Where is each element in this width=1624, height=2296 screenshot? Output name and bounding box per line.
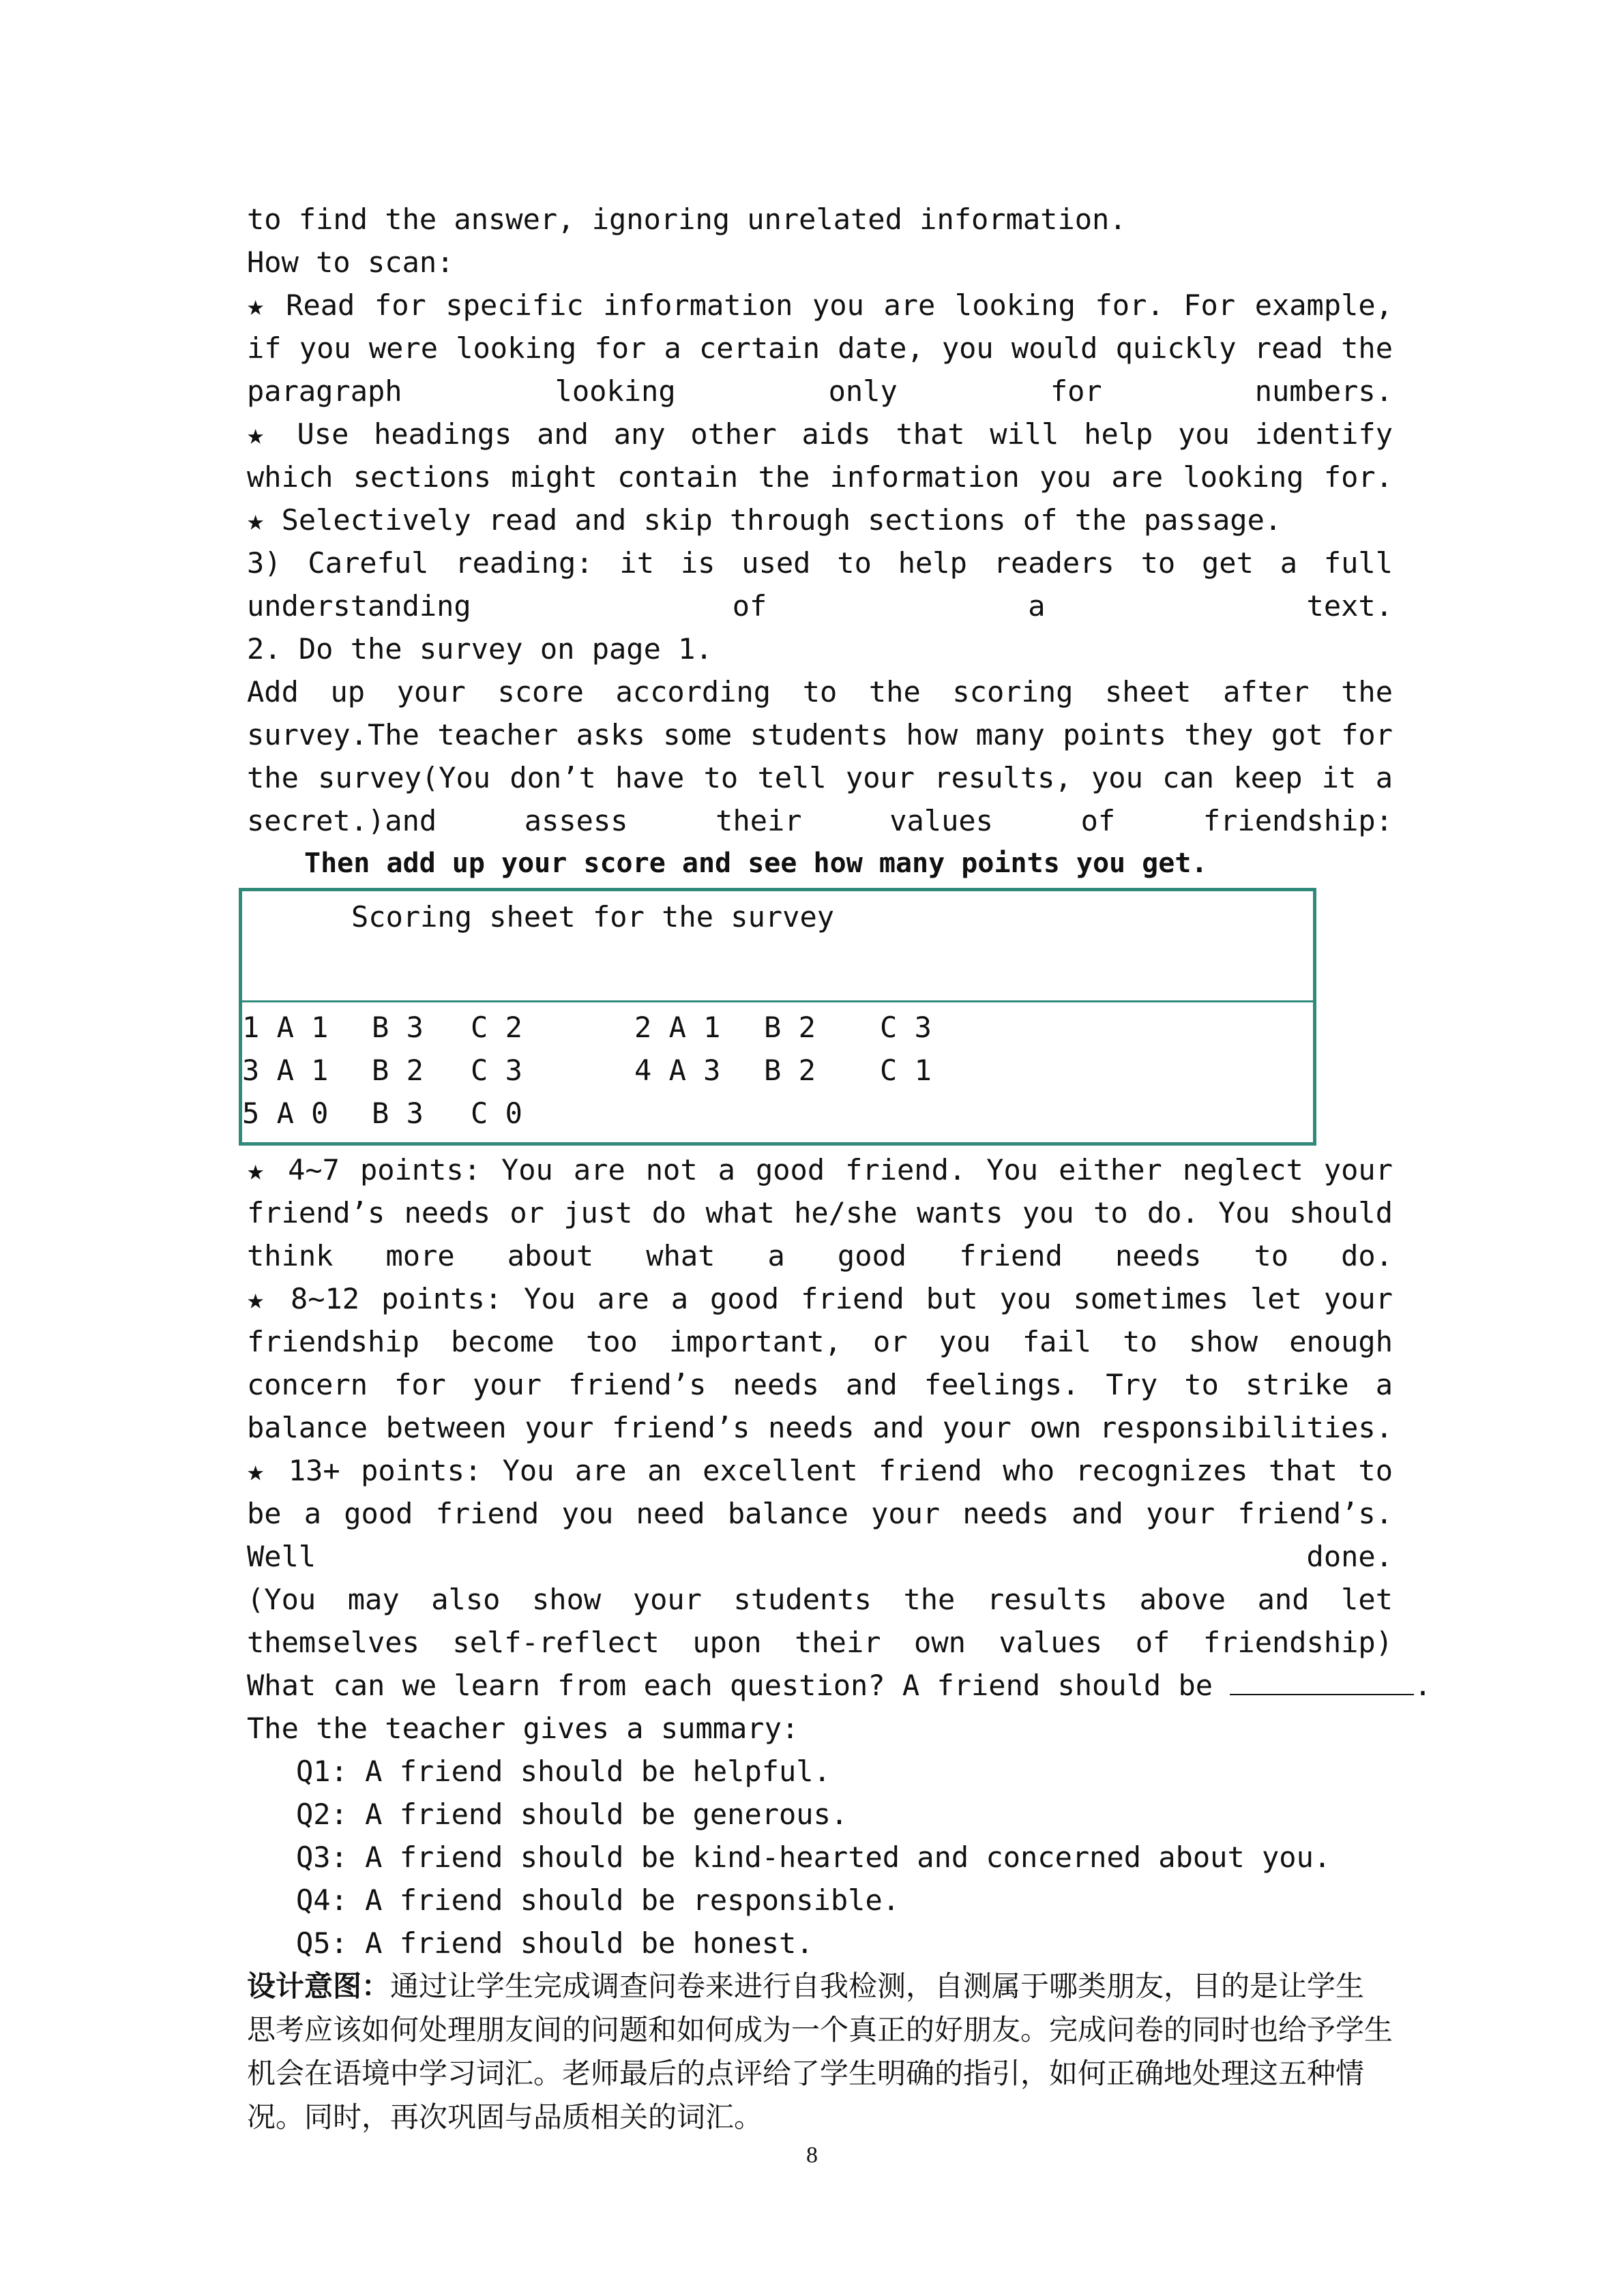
score-cell: C 3	[471, 1054, 522, 1087]
reflection-paragraph: (You may also show your students the results above and let themselves self-reflect upon their own values of friendship)	[247, 1583, 1393, 1659]
scoring-sheet-divider	[242, 1000, 1313, 1002]
summary-item: Q4: A friend should be responsible.	[296, 1883, 900, 1917]
scan-point: ★ Use headings and any other aids that will help you identify which sections might contain the information you are looking for.	[247, 417, 1393, 494]
score-cell: 1 A 1	[242, 1011, 329, 1044]
score-cell: B 2	[372, 1054, 424, 1087]
score-row	[242, 1049, 948, 1092]
question-end: .	[1414, 1669, 1432, 1702]
score-cell: C 3	[880, 1011, 932, 1044]
design-intent-paragraph	[247, 1965, 1393, 2139]
scan-heading: How to scan:	[247, 245, 454, 279]
survey-instructions: Add up your score according to the scoring sheet after the survey.The teacher asks some students how many points they got for the survey(You don’t have to tell your results, you can keep it a secret.)and assess their values of friendship:	[247, 675, 1393, 837]
result-paragraph: ★ 8~12 points: You are a good friend but you sometimes let your friendship become too important, or you fail to show enough concern for your friend’s needs and feelings. Try to strike a balance between your friend’s needs and your own responsibilities.	[247, 1282, 1393, 1444]
careful-reading-paragraph: 3) Careful reading: it is used to help readers to get a full understanding of a text.	[247, 546, 1393, 623]
result-paragraph: ★ 13+ points: You are an excellent friend who recognizes that to be a good friend you need balance your needs and your friend’s. Well done.	[247, 1454, 1393, 1573]
scoring-sheet-title: Scoring sheet for the survey	[351, 900, 835, 934]
score-row	[242, 1006, 948, 1049]
score-cell: C 1	[880, 1054, 932, 1087]
result-paragraph: ★ 4~7 points: You are not a good friend. You either neglect your friend’s needs or just do what he/she wants you to do. You should think more about what a good friend needs to do.	[247, 1153, 1393, 1272]
answer-blank	[1230, 1667, 1414, 1695]
survey-heading: 2. Do the survey on page 1.	[247, 632, 713, 666]
score-row	[242, 1092, 634, 1135]
scoring-sheet-box	[239, 888, 1316, 1146]
question-line	[247, 1664, 1432, 1707]
summary-item: Q5: A friend should be honest.	[296, 1926, 814, 1960]
score-cell: 4 A 3	[634, 1054, 721, 1087]
question-prompt: What can we learn from each question? A friend should be	[247, 1669, 1213, 1702]
design-intent-label: 设计意图：	[247, 1969, 391, 2003]
score-cell: B 2	[764, 1054, 816, 1087]
score-cell: B 3	[372, 1097, 424, 1130]
add-up-instruction: Then add up your score and see how many points you get.	[304, 848, 1208, 879]
page-content	[242, 198, 1432, 2139]
score-cell: 2 A 1	[634, 1011, 721, 1044]
score-cell: 3 A 1	[242, 1054, 329, 1087]
score-cell: B 3	[372, 1011, 424, 1044]
summary-intro: The the teacher gives a summary:	[247, 1712, 799, 1745]
design-intent-text: 通过让学生完成调查问卷来进行自我检测，自测属于哪类朋友，目的是让学生思考应该如何处理朋友间的问题和如何成为一个真正的好朋友。完成问卷的同时也给予学生机会在语境中学习词汇。老师最后的点评给了学生明确的指引，如何正确地处理这五种情况。同时，再次巩固与品质相关的词汇。	[247, 1969, 1393, 2134]
text-line: to find the answer, ignoring unrelated information.	[247, 203, 1127, 236]
score-cell: C 0	[471, 1097, 522, 1130]
page-number: 8	[806, 2143, 818, 2168]
summary-item: Q1: A friend should be helpful.	[296, 1755, 831, 1788]
score-cell: C 2	[471, 1011, 522, 1044]
score-cell: 5 A 0	[242, 1097, 329, 1130]
score-cell: B 2	[764, 1011, 816, 1044]
scan-point: ★ Selectively read and skip through sections of the passage.	[247, 503, 1282, 537]
scan-point: ★ Read for specific information you are looking for. For example, if you were looking for a certain date, you would quickly read the paragraph looking only for numbers.	[247, 288, 1393, 408]
summary-item: Q2: A friend should be generous.	[296, 1798, 848, 1831]
summary-item: Q3: A friend should be kind-hearted and concerned about you.	[296, 1840, 1331, 1874]
